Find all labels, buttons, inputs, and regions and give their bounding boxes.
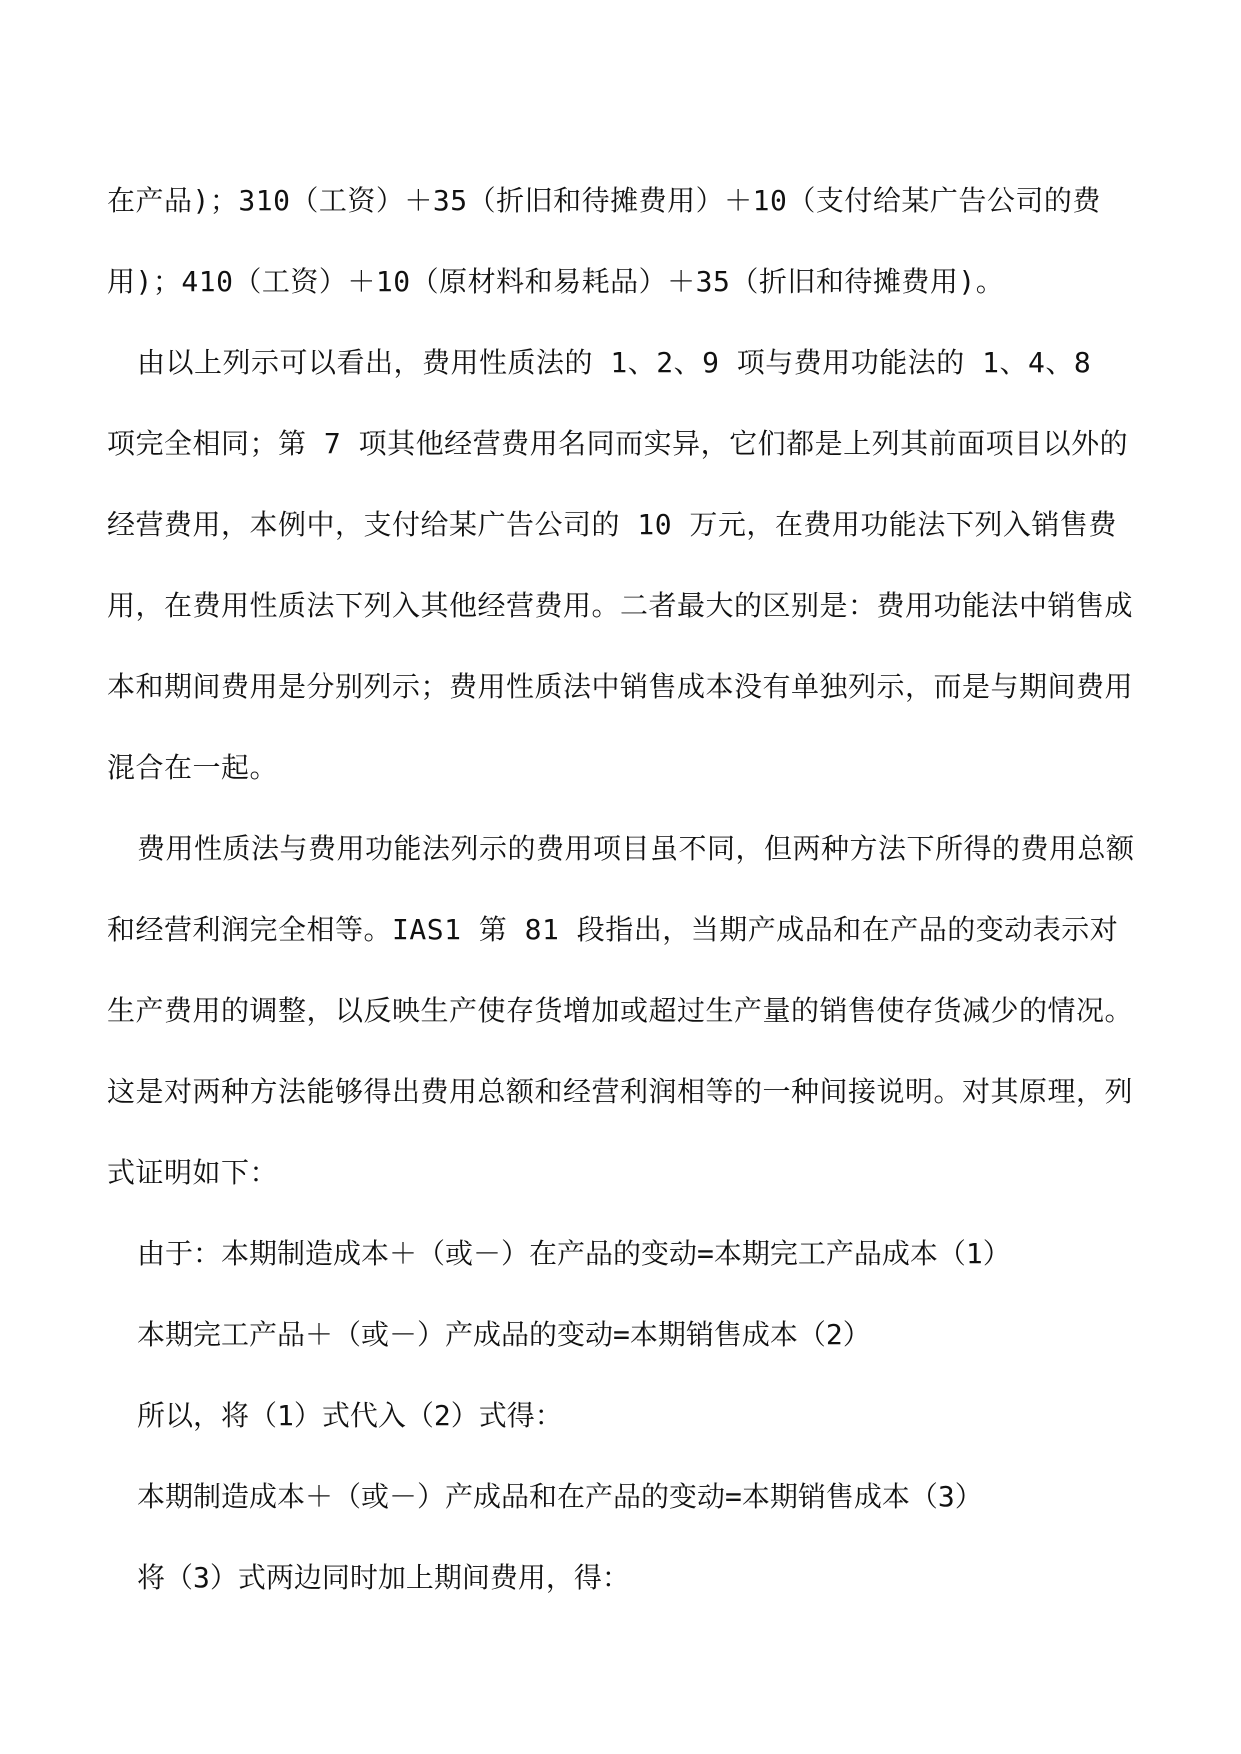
- equation-line-2: 本期完工产品＋（或－）产成品的变动=本期销售成本（2）: [137, 1318, 871, 1351]
- equation-line-1: 由于：本期制造成本＋（或－）在产品的变动=本期完工产品成本（1）: [137, 1237, 1011, 1270]
- paragraph-comparison: 由以上列示可以看出，费用性质法的 1、2、9 项与费用功能法的 1、4、8 项完全相同；第 7 项其他经营费用名同而实异，它们都是上列其前面项目以外的经营费用，本例中，支付给某广告公司的 10 万元，在费用功能法下列入销售费用，在费用性质法下列入其他经营费用。二者最大的区别是：费用功能法中销售成本和期间费用是分别列示；费用性质法中销售成本没有单独列示，而是与期间费用混合在一起。: [107, 346, 1134, 784]
- document-body: [107, 160, 1137, 1618]
- paragraph-equality: 费用性质法与费用功能法列示的费用项目虽不同，但两种方法下所得的费用总额和经营利润完全相等。IAS1 第 81 段指出，当期产成品和在产品的变动表示对生产费用的调整，以反映生产使存货增加或超过生产量的销售使存货减少的情况。这是对两种方法能够得出费用总额和经营利润相等的一种间接说明。对其原理，列式证明如下：: [107, 832, 1135, 1189]
- paragraph-continuation: 在产品)；310（工资）＋35（折旧和待摊费用）＋10（支付给某广告公司的费用)；410（工资）＋10（原材料和易耗品）＋35（折旧和待摊费用)。: [107, 184, 1101, 298]
- equation-line-3: 所以，将（1）式代入（2）式得：: [137, 1399, 563, 1432]
- equation-line-4: 本期制造成本＋（或－）产成品和在产品的变动=本期销售成本（3）: [137, 1480, 983, 1513]
- equation-line-5: 将（3）式两边同时加上期间费用，得：: [137, 1561, 630, 1594]
